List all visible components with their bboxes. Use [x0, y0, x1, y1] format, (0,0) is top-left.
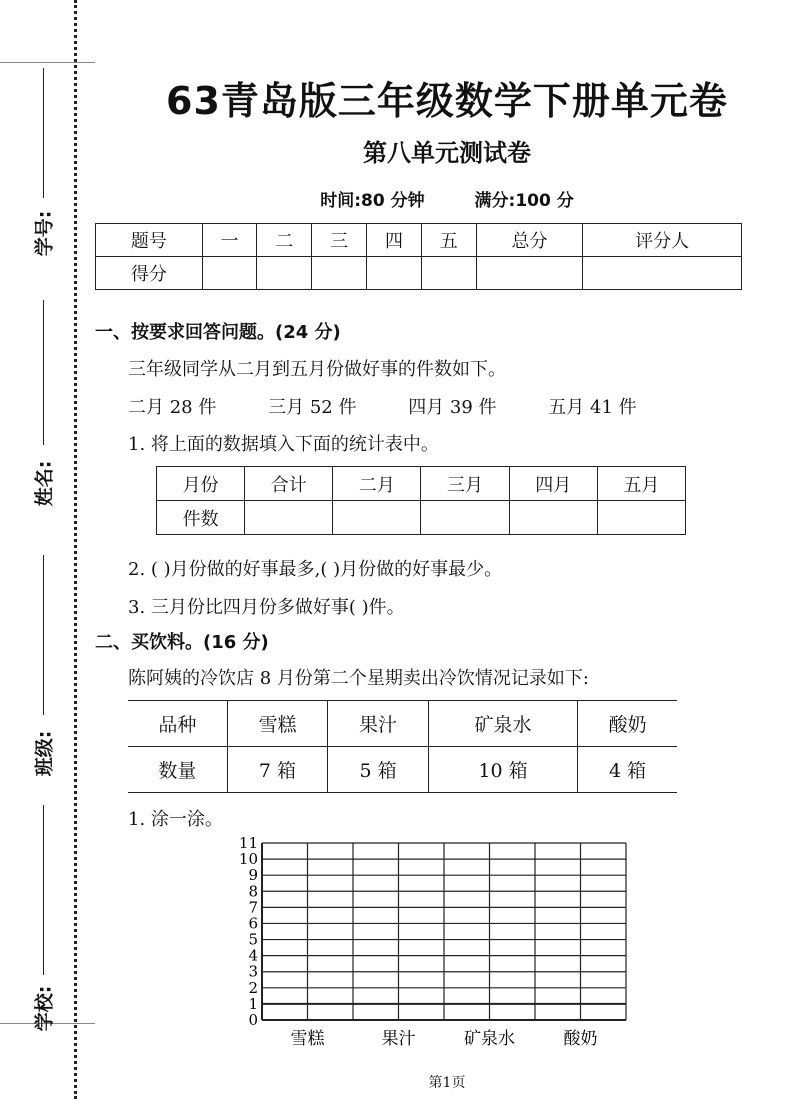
data-item: 二月 28 件 — [128, 397, 217, 418]
score-header-cell: 二 — [257, 224, 312, 257]
class-label: 班级: — [33, 730, 56, 777]
y-tick-label: 11 — [238, 835, 258, 852]
x-category-label: 雪糕 — [290, 1029, 325, 1049]
page-number: 第1页 — [428, 1075, 466, 1091]
score-header-cell: 评分人 — [583, 224, 742, 257]
stat-header-cell: 二月 — [333, 467, 421, 501]
drink-table — [128, 700, 677, 793]
stat-row-label: 件数 — [157, 501, 245, 535]
drink-row — [128, 747, 677, 793]
drink-header-row — [128, 701, 677, 747]
y-tick-label: 3 — [248, 962, 258, 981]
stat-header-cell: 三月 — [421, 467, 509, 501]
stat-header-row — [157, 467, 686, 501]
y-tick-label: 5 — [248, 930, 258, 949]
section2-q1: 1. 涂一涂。 — [128, 809, 223, 830]
y-tick-label: 4 — [248, 946, 258, 965]
drink-count-cell: 4 箱 — [578, 747, 677, 793]
margin-divider — [0, 62, 95, 63]
school-label: 学校: — [33, 985, 56, 1032]
name-line — [43, 300, 44, 445]
stat-answer-cell[interactable] — [245, 501, 333, 535]
stat-answer-cell[interactable] — [421, 501, 509, 535]
score-row-label: 得分 — [96, 257, 203, 290]
chart-grid-lines — [262, 843, 626, 1020]
score-table — [95, 223, 742, 290]
exam-info — [94, 186, 800, 211]
y-tick-label: 2 — [248, 978, 258, 997]
section2-intro: 陈阿姨的冷饮店 8 月份第二个星期卖出冷饮情况记录如下: — [128, 668, 589, 689]
stat-table — [156, 466, 686, 535]
data-item: 四月 39 件 — [408, 397, 497, 418]
chart-y-ticks — [239, 835, 258, 1029]
score-cell[interactable] — [257, 257, 312, 290]
drink-header-cell: 雪糕 — [227, 701, 328, 747]
data-item: 三月 52 件 — [268, 397, 357, 418]
stat-answer-cell[interactable] — [333, 501, 421, 535]
score-cell[interactable] — [421, 257, 476, 290]
student-id-label: 学号: — [33, 210, 56, 257]
page-subtitle: 第八单元测试卷 — [363, 139, 531, 167]
score-cell[interactable] — [583, 257, 742, 290]
score-header-cell: 五 — [421, 224, 476, 257]
stat-header-cell: 月份 — [157, 467, 245, 501]
score-header-cell: 一 — [202, 224, 257, 257]
stat-header-cell: 四月 — [509, 467, 597, 501]
drink-count-cell: 10 箱 — [428, 747, 577, 793]
section1-heading: 一、按要求回答问题。(24 分) — [95, 322, 341, 343]
y-tick-label: 0 — [248, 1011, 258, 1029]
drink-header-cell: 矿泉水 — [428, 701, 577, 747]
x-category-label: 果汁 — [381, 1029, 416, 1049]
drink-header-cell: 酸奶 — [578, 701, 677, 747]
section1-q3: 3. 三月份比四月份多做好事( )件。 — [128, 597, 405, 618]
score-cell[interactable] — [202, 257, 257, 290]
x-category-label: 矿泉水 — [464, 1029, 515, 1049]
y-tick-label: 8 — [248, 882, 258, 901]
y-tick-label: 1 — [248, 994, 258, 1013]
score-row — [96, 257, 742, 290]
binding-dotted-line — [74, 0, 77, 1099]
student-id-line — [43, 68, 44, 198]
drink-header-cell: 果汁 — [328, 701, 429, 747]
stat-answer-cell[interactable] — [597, 501, 685, 535]
stat-header-cell: 五月 — [597, 467, 685, 501]
school-line — [43, 805, 44, 975]
drink-count-cell: 5 箱 — [328, 747, 429, 793]
score-header-cell: 题号 — [96, 224, 203, 257]
y-tick-label: 9 — [248, 866, 258, 885]
score-header-cell: 三 — [312, 224, 367, 257]
score-cell[interactable] — [312, 257, 367, 290]
stat-row — [157, 501, 686, 535]
section1-q2: 2. ( )月份做的好事最多,( )月份做的好事最少。 — [128, 559, 503, 580]
section1-q1: 1. 将上面的数据填入下面的统计表中。 — [128, 434, 439, 455]
section1-data — [128, 393, 637, 419]
class-line — [43, 555, 44, 715]
score-header-cell: 四 — [367, 224, 422, 257]
score-cell[interactable] — [367, 257, 422, 290]
name-label: 姓名: — [33, 460, 56, 507]
exam-full-score: 满分:100 分 — [474, 191, 574, 211]
y-tick-label: 7 — [248, 898, 258, 917]
x-category-label: 酸奶 — [563, 1029, 598, 1049]
exam-time: 时间:80 分钟 — [320, 191, 425, 211]
drink-header-cell: 品种 — [128, 701, 227, 747]
score-header-row — [96, 224, 742, 257]
stat-header-cell: 合计 — [245, 467, 333, 501]
drink-count-cell: 7 箱 — [227, 747, 328, 793]
score-cell[interactable] — [476, 257, 583, 290]
chart-categories — [291, 1029, 598, 1049]
drink-row-label: 数量 — [128, 747, 227, 793]
bar-chart-grid[interactable] — [230, 835, 640, 1050]
stat-answer-cell[interactable] — [509, 501, 597, 535]
y-tick-label: 6 — [248, 914, 258, 933]
section1-intro: 三年级同学从二月到五月份做好事的件数如下。 — [128, 359, 506, 380]
page-title: 63青岛版三年级数学下册单元卷 — [166, 79, 728, 123]
section2-heading: 二、买饮料。(16 分) — [95, 632, 269, 653]
y-tick-label: 10 — [238, 850, 258, 869]
score-header-cell: 总分 — [476, 224, 583, 257]
data-item: 五月 41 件 — [548, 397, 637, 418]
